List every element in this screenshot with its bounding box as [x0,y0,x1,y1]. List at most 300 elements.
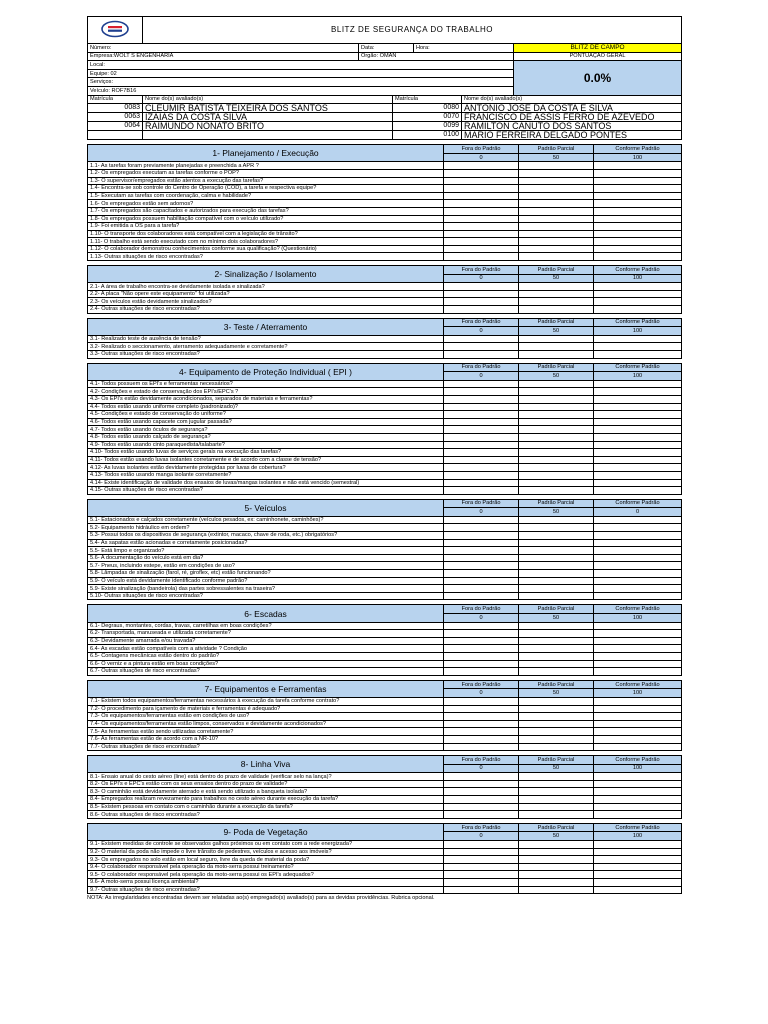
checklist-item [88,713,682,721]
fora-check-cell[interactable] [444,796,519,804]
conforme-check-cell[interactable] [594,780,682,788]
fora-check-cell[interactable] [444,562,519,570]
conforme-check-cell[interactable] [594,796,682,804]
fora-check-cell[interactable] [444,871,519,879]
fora-check-cell[interactable] [444,780,519,788]
conforme-check-cell[interactable] [594,803,682,811]
fora-check-cell[interactable] [444,841,519,849]
parcial-check-cell[interactable] [519,803,594,811]
conforme-check-cell[interactable] [594,743,682,751]
fora-check-cell[interactable] [444,464,519,472]
empresa-field[interactable]: Empresa:WOLT S ENGENHARIA [88,52,359,61]
score-value: 0 [444,689,519,698]
fora-check-cell[interactable] [444,479,519,487]
fora-check-cell[interactable] [444,192,519,200]
conforme-check-cell[interactable] [594,645,682,653]
conforme-column-header: Conforme Padrão [594,605,682,614]
checklist-item [88,456,682,464]
fora-check-cell[interactable] [444,524,519,532]
fora-check-cell[interactable] [444,207,519,215]
item-question: 7.2- O procedimento para içamento de materiais e ferramentas é adequado? [88,705,444,713]
hora-field[interactable]: Hora: [414,44,514,53]
fora-check-cell[interactable] [444,456,519,464]
conforme-check-cell[interactable] [594,811,682,819]
parcial-check-cell[interactable] [519,728,594,736]
conforme-check-cell[interactable] [594,380,682,388]
parcial-check-cell[interactable] [519,554,594,562]
fora-check-cell[interactable] [444,283,519,291]
parcial-check-cell[interactable] [519,290,594,298]
blitz-form [87,16,681,901]
fora-check-cell[interactable] [444,652,519,660]
parcial-check-cell[interactable] [519,426,594,434]
fora-check-cell[interactable] [444,388,519,396]
conforme-check-cell[interactable] [594,728,682,736]
fora-check-cell[interactable] [444,554,519,562]
conforme-check-cell[interactable] [594,570,682,578]
fora-check-cell[interactable] [444,720,519,728]
fora-check-cell[interactable] [444,788,519,796]
checklist-item [88,803,682,811]
conforme-column-header: Conforme Padrão [594,499,682,508]
matricula-cell[interactable]: 0063 [88,113,143,122]
conforme-column-header: Conforme Padrão [594,318,682,327]
checklist-item [88,253,682,261]
conforme-check-cell[interactable] [594,306,682,314]
conforme-check-cell[interactable] [594,562,682,570]
conforme-check-cell[interactable] [594,223,682,231]
conforme-check-cell[interactable] [594,879,682,887]
person-name[interactable] [143,131,393,140]
checklist-item [88,863,682,871]
parcial-check-cell[interactable] [519,720,594,728]
parcial-check-cell[interactable] [519,697,594,705]
fora-check-cell[interactable] [444,200,519,208]
fora-check-cell[interactable] [444,592,519,600]
parcial-check-cell[interactable] [519,524,594,532]
conforme-check-cell[interactable] [594,185,682,193]
fora-check-cell[interactable] [444,177,519,185]
fora-check-cell[interactable] [444,547,519,555]
item-question: 4.9- Todos estão usando cinto paraquedista/talabarte? [88,441,444,449]
parcial-check-cell[interactable] [519,735,594,743]
parcial-check-cell[interactable] [519,570,594,578]
fora-check-cell[interactable] [444,487,519,495]
conforme-check-cell[interactable] [594,192,682,200]
parcial-check-cell[interactable] [519,796,594,804]
checklist-item [88,652,682,660]
person-name[interactable]: IZAIAS DA COSTA SILVA [143,113,393,122]
conforme-check-cell[interactable] [594,886,682,894]
fora-check-cell[interactable] [444,539,519,547]
parcial-check-cell[interactable] [519,441,594,449]
parcial-check-cell[interactable] [519,886,594,894]
parcial-check-cell[interactable] [519,351,594,359]
fora-check-cell[interactable] [444,803,519,811]
parcial-check-cell[interactable] [519,169,594,177]
fora-check-cell[interactable] [444,169,519,177]
section-header [88,318,682,327]
parcial-check-cell[interactable] [519,283,594,291]
equipe-field[interactable]: Equipe: 02 [88,69,514,78]
fora-check-cell[interactable] [444,449,519,457]
checklist-item [88,343,682,351]
matricula-cell[interactable]: 0080 [393,104,462,113]
fora-check-cell[interactable] [444,351,519,359]
conforme-check-cell[interactable] [594,773,682,781]
conforme-check-cell[interactable] [594,388,682,396]
fora-check-cell[interactable] [444,856,519,864]
checklist-item [88,516,682,524]
fora-check-cell[interactable] [444,253,519,261]
parcial-check-cell[interactable] [519,298,594,306]
parcial-check-cell[interactable] [519,645,594,653]
parcial-check-cell[interactable] [519,230,594,238]
checklist-item [88,735,682,743]
fora-check-cell[interactable] [444,185,519,193]
score-value: 50 [519,689,594,698]
parcial-check-cell[interactable] [519,343,594,351]
fora-check-cell[interactable] [444,245,519,253]
fora-check-cell[interactable] [444,306,519,314]
fora-check-cell[interactable] [444,773,519,781]
item-question: 5.10- Outras situações de risco encontradas? [88,592,444,600]
fora-check-cell[interactable] [444,811,519,819]
conforme-check-cell[interactable] [594,283,682,291]
conforme-check-cell[interactable] [594,449,682,457]
fora-check-cell[interactable] [444,426,519,434]
conforme-check-cell[interactable] [594,697,682,705]
fora-check-cell[interactable] [444,863,519,871]
conforme-check-cell[interactable] [594,426,682,434]
checklist-item [88,524,682,532]
parcial-check-cell[interactable] [519,668,594,676]
score-value: 0 [594,508,682,517]
parcial-check-cell[interactable] [519,433,594,441]
parcial-check-cell[interactable] [519,418,594,426]
fora-check-cell[interactable] [444,879,519,887]
conforme-check-cell[interactable] [594,215,682,223]
conforme-check-cell[interactable] [594,169,682,177]
score-value: 100 [594,274,682,283]
fora-check-cell[interactable] [444,713,519,721]
parcial-check-cell[interactable] [519,238,594,246]
fora-check-cell[interactable] [444,418,519,426]
parcial-check-cell[interactable] [519,577,594,585]
parcial-check-cell[interactable] [519,592,594,600]
parcial-check-cell[interactable] [519,780,594,788]
fora-check-cell[interactable] [444,230,519,238]
conforme-check-cell[interactable] [594,554,682,562]
fora-check-cell[interactable] [444,532,519,540]
parcial-check-cell[interactable] [519,380,594,388]
fora-check-cell[interactable] [444,343,519,351]
fora-check-cell[interactable] [444,697,519,705]
fora-check-cell[interactable] [444,577,519,585]
matricula-header-left: Matrícula [88,95,143,104]
conforme-check-cell[interactable] [594,735,682,743]
conforme-check-cell[interactable] [594,343,682,351]
fora-check-cell[interactable] [444,848,519,856]
parcial-check-cell[interactable] [519,848,594,856]
parcial-check-cell[interactable] [519,660,594,668]
item-question: 4.4- Todos estão usando uniforme completo (padronizado)? [88,403,444,411]
fora-column-header: Fora do Padrão [444,823,519,832]
person-name[interactable]: MARIO FERREIRA DELGADO PONTES [462,131,682,140]
parcial-check-cell[interactable] [519,539,594,547]
checklist-item [88,335,682,343]
parcial-check-cell[interactable] [519,516,594,524]
checklist-item [88,705,682,713]
fora-check-cell[interactable] [444,668,519,676]
fora-check-cell[interactable] [444,728,519,736]
conforme-check-cell[interactable] [594,668,682,676]
fora-check-cell[interactable] [444,585,519,593]
parcial-check-cell[interactable] [519,811,594,819]
item-question: 4.5- Condições e estado de conservação do uniforme? [88,411,444,419]
checklist-item [88,192,682,200]
checklist-item [88,411,682,419]
fora-check-cell[interactable] [444,162,519,170]
conforme-check-cell[interactable] [594,720,682,728]
conforme-check-cell[interactable] [594,403,682,411]
parcial-check-cell[interactable] [519,456,594,464]
conforme-check-cell[interactable] [594,290,682,298]
conforme-check-cell[interactable] [594,487,682,495]
conforme-check-cell[interactable] [594,418,682,426]
conforme-check-cell[interactable] [594,863,682,871]
conforme-check-cell[interactable] [594,464,682,472]
person-name[interactable]: FRANCISCO DE ASSIS FERRO DE AZEVEDO [462,113,682,122]
servicos-field[interactable]: Serviços: [88,78,514,87]
conforme-check-cell[interactable] [594,207,682,215]
parcial-check-cell[interactable] [519,652,594,660]
checklist-item [88,848,682,856]
conforme-check-cell[interactable] [594,660,682,668]
parcial-check-cell[interactable] [519,223,594,231]
conforme-check-cell[interactable] [594,433,682,441]
conforme-check-cell[interactable] [594,713,682,721]
conforme-check-cell[interactable] [594,622,682,630]
parcial-check-cell[interactable] [519,841,594,849]
fora-check-cell[interactable] [444,645,519,653]
conforme-check-cell[interactable] [594,788,682,796]
fora-check-cell[interactable] [444,735,519,743]
conforme-check-cell[interactable] [594,516,682,524]
parcial-check-cell[interactable] [519,335,594,343]
fora-check-cell[interactable] [444,660,519,668]
parcial-check-cell[interactable] [519,253,594,261]
checklist-item [88,660,682,668]
section-header [88,145,682,154]
fora-check-cell[interactable] [444,335,519,343]
conforme-check-cell[interactable] [594,856,682,864]
fora-column-header: Fora do Padrão [444,499,519,508]
conforme-check-cell[interactable] [594,245,682,253]
checklist-item [88,207,682,215]
parcial-check-cell[interactable] [519,879,594,887]
conforme-check-cell[interactable] [594,848,682,856]
parcial-check-cell[interactable] [519,403,594,411]
fora-check-cell[interactable] [444,622,519,630]
conforme-column-header: Conforme Padrão [594,756,682,765]
fora-check-cell[interactable] [444,380,519,388]
parcial-check-cell[interactable] [519,630,594,638]
matricula-cell[interactable]: 0083 [88,104,143,113]
parcial-check-cell[interactable] [519,449,594,457]
parcial-check-cell[interactable] [519,622,594,630]
parcial-check-cell[interactable] [519,705,594,713]
parcial-check-cell[interactable] [519,487,594,495]
parcial-check-cell[interactable] [519,177,594,185]
local-field[interactable]: Local: [88,61,514,70]
fora-check-cell[interactable] [444,403,519,411]
parcial-check-cell[interactable] [519,185,594,193]
parcial-check-cell[interactable] [519,411,594,419]
item-question: 4.1- Todos possuem os EPI's e ferramentas necessários? [88,380,444,388]
conforme-check-cell[interactable] [594,630,682,638]
person-name[interactable]: RAMILTON CANUTO DOS SANTOS [462,122,682,131]
fora-check-cell[interactable] [444,630,519,638]
conforme-check-cell[interactable] [594,177,682,185]
fora-check-cell[interactable] [444,223,519,231]
conforme-check-cell[interactable] [594,532,682,540]
item-question: 4.8- Todos estão usando calçado de segurança? [88,433,444,441]
item-question: 2.1- A área de trabalho encontra-se devidamente isolada e sinalizada? [88,283,444,291]
parcial-check-cell[interactable] [519,637,594,645]
fora-check-cell[interactable] [444,395,519,403]
parcial-check-cell[interactable] [519,162,594,170]
conforme-check-cell[interactable] [594,238,682,246]
conforme-check-cell[interactable] [594,479,682,487]
matricula-cell[interactable]: 0100 [393,131,462,140]
parcial-check-cell[interactable] [519,192,594,200]
parcial-column-header: Padrão Parcial [519,823,594,832]
item-question: 7.1- Existem todos equipamentos/ferramentas necessários à execução da tarefa conforme contrato? [88,697,444,705]
score-value: 0 [444,764,519,773]
checklist-item [88,215,682,223]
orgao-field[interactable]: Órgão: OMAN [359,52,514,61]
checklist-item [88,539,682,547]
parcial-check-cell[interactable] [519,585,594,593]
matricula-cell[interactable]: 0099 [393,122,462,131]
fora-column-header: Fora do Padrão [444,756,519,765]
item-question: 1.13- Outras situações de risco encontradas? [88,253,444,261]
parcial-check-cell[interactable] [519,562,594,570]
conforme-check-cell[interactable] [594,351,682,359]
parcial-check-cell[interactable] [519,200,594,208]
parcial-check-cell[interactable] [519,395,594,403]
parcial-check-cell[interactable] [519,547,594,555]
conforme-check-cell[interactable] [594,335,682,343]
fora-check-cell[interactable] [444,215,519,223]
conforme-check-cell[interactable] [594,871,682,879]
parcial-check-cell[interactable] [519,713,594,721]
parcial-check-cell[interactable] [519,773,594,781]
matricula-cell[interactable]: 0070 [393,113,462,122]
person-name[interactable]: CLEUMIR BATISTA TEIXEIRA DOS SANTOS [143,104,393,113]
parcial-check-cell[interactable] [519,788,594,796]
conforme-check-cell[interactable] [594,471,682,479]
parcial-check-cell[interactable] [519,207,594,215]
conforme-check-cell[interactable] [594,592,682,600]
conforme-check-cell[interactable] [594,585,682,593]
parcial-check-cell[interactable] [519,245,594,253]
parcial-check-cell[interactable] [519,863,594,871]
item-question: 8.5- Existem pessoas em contato com o caminhão durante a execução da tarefa? [88,803,444,811]
conforme-check-cell[interactable] [594,411,682,419]
conforme-check-cell[interactable] [594,456,682,464]
matricula-cell[interactable]: 0064 [88,122,143,131]
matricula-cell[interactable] [88,131,143,140]
conforme-check-cell[interactable] [594,524,682,532]
parcial-check-cell[interactable] [519,306,594,314]
conforme-check-cell[interactable] [594,539,682,547]
person-name[interactable]: RAIMUNDO NONATO BRITO [143,122,393,131]
score-value: 0 [444,274,519,283]
fora-check-cell[interactable] [444,441,519,449]
fora-check-cell[interactable] [444,433,519,441]
fora-check-cell[interactable] [444,298,519,306]
checklist-item [88,592,682,600]
conforme-check-cell[interactable] [594,652,682,660]
parcial-check-cell[interactable] [519,743,594,751]
item-question: 4.2- Condições e estado de conservação dos EPI's/EPC's ? [88,388,444,396]
parcial-check-cell[interactable] [519,471,594,479]
conforme-check-cell[interactable] [594,395,682,403]
conforme-check-cell[interactable] [594,441,682,449]
parcial-check-cell[interactable] [519,215,594,223]
checklist-item [88,637,682,645]
parcial-check-cell[interactable] [519,479,594,487]
checklist-item [88,743,682,751]
parcial-check-cell[interactable] [519,464,594,472]
checklist-item [88,441,682,449]
fora-check-cell[interactable] [444,290,519,298]
item-question: 1.3- O supervisor/empregados estão atentos a execução das tarefas? [88,177,444,185]
parcial-check-cell[interactable] [519,388,594,396]
conforme-check-cell[interactable] [594,200,682,208]
conforme-check-cell[interactable] [594,637,682,645]
fora-check-cell[interactable] [444,516,519,524]
fora-check-cell[interactable] [444,411,519,419]
fora-check-cell[interactable] [444,570,519,578]
conforme-check-cell[interactable] [594,162,682,170]
veiculo-field[interactable]: Veículo: ROF7B16 [88,86,514,95]
parcial-check-cell[interactable] [519,871,594,879]
fora-check-cell[interactable] [444,705,519,713]
conforme-check-cell[interactable] [594,253,682,261]
data-field[interactable]: Data: [359,44,414,53]
parcial-check-cell[interactable] [519,532,594,540]
conforme-check-cell[interactable] [594,547,682,555]
conforme-check-cell[interactable] [594,705,682,713]
fora-check-cell[interactable] [444,886,519,894]
checklist-item [88,871,682,879]
numero-field[interactable]: Número: [88,44,359,53]
conforme-check-cell[interactable] [594,230,682,238]
fora-check-cell[interactable] [444,743,519,751]
fora-check-cell[interactable] [444,471,519,479]
parcial-column-header: Padrão Parcial [519,363,594,372]
conforme-check-cell[interactable] [594,577,682,585]
fora-check-cell[interactable] [444,637,519,645]
parcial-check-cell[interactable] [519,856,594,864]
conforme-check-cell[interactable] [594,298,682,306]
person-name[interactable]: ANTONIO JOSE DA COSTA E SILVA [462,104,682,113]
conforme-check-cell[interactable] [594,841,682,849]
fora-check-cell[interactable] [444,238,519,246]
